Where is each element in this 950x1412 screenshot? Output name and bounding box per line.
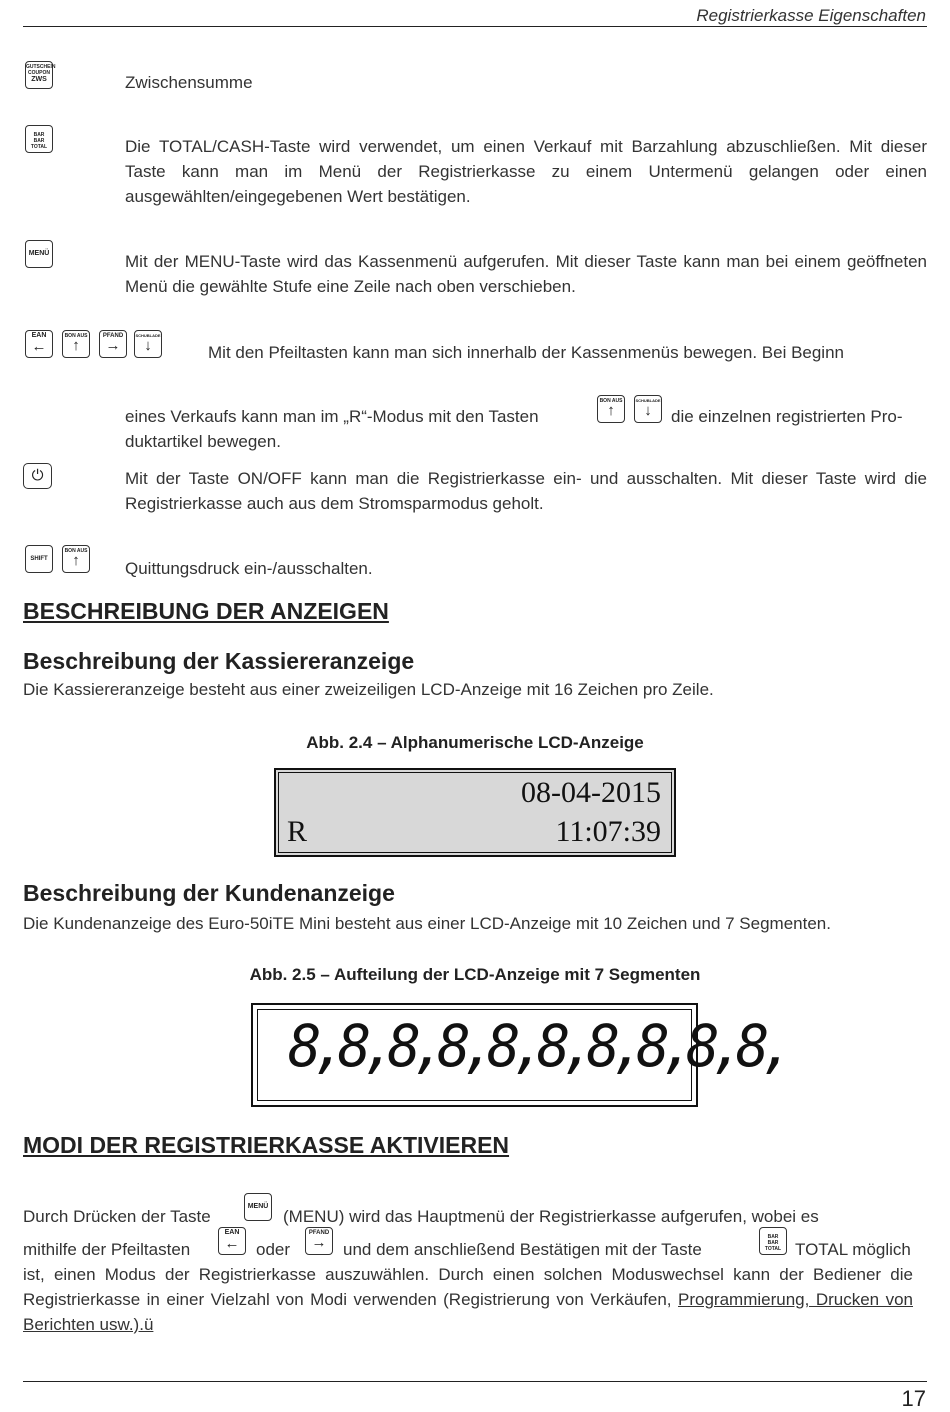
pfand-key-label: PFAND [102,333,124,339]
header-divider [23,26,927,27]
menu-inline-key-icon [244,1193,272,1221]
modi-text-rest [23,1262,913,1337]
seven-segment-screen [257,1009,786,1101]
bon-aus-up-arrow-inline-key-icon [597,395,625,423]
menu-key-icon [25,240,53,268]
total-key-top-label: BAR [33,132,45,138]
left-arrow-inline-icon: ← [224,1235,240,1252]
subsection-title-kundenanzeige: Beschreibung der Kundenanzeige [23,880,395,906]
total-description: Die TOTAL/CASH-Taste wird verwendet, um einen Verkauf mit Barzahlung abzuschließen. Mit dieser Taste kann man im Menü der Registrierkasse zu einem Untermenü gelangen oder einen ausgewählten/eingegebenen Wert bestätigen. [125,137,927,206]
seven-segment-lcd-display [251,1003,786,1107]
kassiereranzeige-text: Die Kassiereranzeige besteht aus einer zweizeiligen LCD-Anzeige mit 16 Zeichen pro Zeile. [23,680,714,699]
arrows-description-line1: Mit den Pfeiltasten kann man sich innerhalb der Kassenmenüs bewegen. Bei Beginn [208,343,844,362]
zws-key-top-label: GUTSCHEIN COUPON [26,64,56,76]
bon-aus-shift-key-label: BON AUS [64,548,88,554]
right-arrow-inline-icon: → [311,1234,327,1251]
pfand-right-arrow-key-icon [99,330,127,358]
modi-text-underlined: Programmierung, Drucken von Berichten usw.).ü [23,1290,913,1334]
total-inline-key-top-label: BAR [767,1234,779,1240]
bon-aus-up-arrow-shift-key-icon [62,545,90,573]
power-symbol-icon: ⏻ [31,467,44,484]
modi-text-b: (MENU) wird das Hauptmenü der Registrierkasse aufgerufen, wobei es [283,1207,819,1226]
ean-key-label: EAN [31,332,47,339]
ean-left-arrow-inline-key-icon [218,1227,246,1255]
schublade-key-label: SCHUBLADE [135,333,161,338]
menu-description: Mit der MENU-Taste wird das Kassenmenü aufgerufen. Mit dieser Taste kann man bei einem geöffneten Menü die gewählte Stufe eine Zeile nach oben verschieben. [125,252,927,296]
alphanumeric-lcd-display [274,768,676,857]
total-key-icon [25,125,53,153]
figure-caption-2-4: Abb. 2.4 – Alphanumerische LCD-Anzeige [306,733,644,752]
menu-key-label: MENÜ [28,250,50,257]
kundenanzeige-text: Die Kundenanzeige des Euro-50iTE Mini besteht aus einer LCD-Anzeige mit 10 Zeichen und 7 Segmenten. [23,914,831,933]
bon-aus-up-arrow-key-icon [62,330,90,358]
shift-key-label: SHIFT [30,556,48,562]
section-title-modi: MODI DER REGISTRIERKASSE AKTIVIEREN [23,1132,510,1158]
left-arrow-icon: ← [31,338,47,355]
page-number: 17 [901,1386,926,1411]
up-arrow-shift-icon: ↑ [72,552,80,569]
modi-text-body: ist, einen Modus der Registrierkasse auszuwählen. Durch einen solchen Moduswechsel kann der Bediener die Registrierkasse in einer Vielzahl von Modi verwenden (Registrierung von Verkäufen, [23,1265,913,1309]
arrows-description-line3: duktartikel bewegen. [125,432,281,451]
bon-aus-key-label: BON AUS [64,333,88,339]
pfand-inline-key-label: PFAND [308,1230,330,1236]
power-key-icon [23,463,52,489]
up-arrow-icon: ↑ [72,337,80,354]
schublade-down-arrow-key-icon [134,330,162,358]
schublade-inline-key-label: SCHUBLADE [635,398,661,403]
ean-inline-key-label: EAN [224,1229,240,1236]
down-arrow-inline-icon: ↓ [644,402,652,419]
modi-text-d: oder [256,1240,291,1259]
zws-key-main-label: ZWS [31,76,47,83]
total-key-main-label: BAR TOTAL [30,138,48,150]
menu-inline-key-label: MENÜ [247,1203,269,1210]
modi-text-f: TOTAL möglich [795,1240,911,1259]
pfand-right-arrow-inline-key-icon [305,1227,333,1255]
arrows-description-line2a: eines Verkaufs kann man im „R“-Modus mit den Tasten [125,407,539,426]
right-arrow-icon: → [105,337,121,354]
shift-description: Quittungsdruck ein-/ausschalten. [125,559,373,578]
lcd-time: 11:07:39 [555,815,661,848]
lcd-screen [278,772,672,853]
zws-description: Zwischensumme [125,73,253,92]
up-arrow-inline-icon: ↑ [607,402,615,419]
seven-segment-digits: 8,8,8,8,8,8,8,8,8,8, [288,1012,786,1080]
ean-left-arrow-key-icon [25,330,53,358]
total-inline-key-icon [759,1227,787,1255]
onoff-description: Mit der Taste ON/OFF kann man die Registrierkasse ein- und ausschalten. Mit dieser Taste wird die Registrierkasse auch aus dem Stromsparmodus geholt. [125,469,927,513]
lcd-date: 08-04-2015 [521,776,661,809]
modi-text-e: und dem anschließend Bestätigen mit der Taste [343,1240,702,1259]
arrows-description-line2b: die einzelnen registrierten Pro- [671,407,903,426]
zws-key-icon [25,61,56,89]
down-arrow-icon: ↓ [144,337,152,354]
total-inline-key-main-label: BAR TOTAL [764,1240,782,1252]
shift-key-icon [25,545,53,573]
schublade-down-arrow-inline-key-icon [634,395,662,423]
footer-divider [23,1381,927,1382]
running-header: Registrierkasse Eigenschaften [696,6,926,25]
section-title-anzeigen: BESCHREIBUNG DER ANZEIGEN [23,598,389,624]
modi-text-a: Durch Drücken der Taste [23,1207,211,1226]
modi-text-c: mithilfe der Pfeiltasten [23,1240,191,1259]
lcd-mode: R [287,815,308,848]
figure-caption-2-5: Abb. 2.5 – Aufteilung der LCD-Anzeige mit 7 Segmenten [249,965,701,984]
bon-aus-inline-key-label: BON AUS [599,398,623,404]
subsection-title-kassiereranzeige: Beschreibung der Kassiereranzeige [23,648,415,674]
